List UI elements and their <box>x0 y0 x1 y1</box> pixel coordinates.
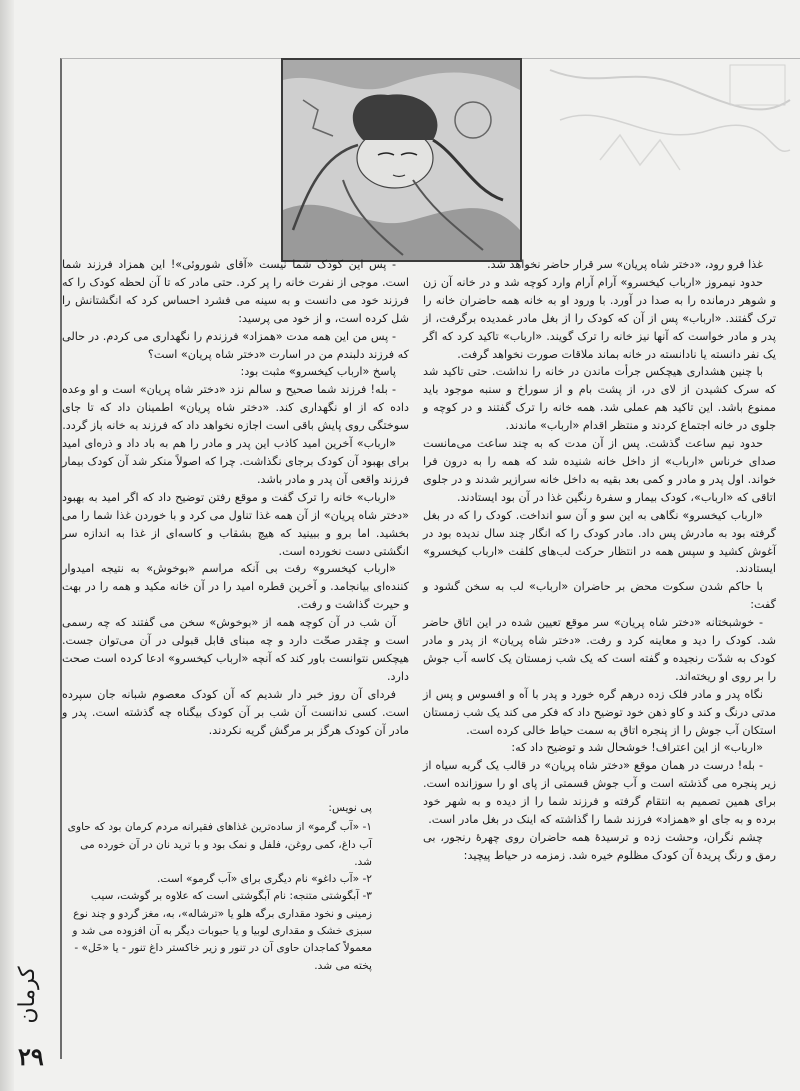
paragraph: پاسخ «ارباب کیخسرو» مثبت بود: <box>240 365 396 379</box>
paragraph: - خوشبختانه «دختر شاه پریان» سر موقع تعیین شده در این اتاق حاضر شد. کودک را دید و معاینه کرد و رفت. «دختر شاه پریان» از پدر و مادر کودک به شدّت رنجیده و گفته است که یک شب زمستان یک کاسه آب جوش را بر روی او ریخته‌اند. <box>423 616 776 683</box>
paragraph: - پس من این همه مدت «همزاد» فرزندم را نگهداری می کردم. در حالی که فرزند دلبندم من در اسارت «دختر شاه پریان» است؟ <box>62 329 409 361</box>
paragraph: «ارباب» از این اعتراف! خوشحال شد و توضیح داد که: <box>511 741 763 755</box>
footnote-item: ۲- «آب داغو» نام دیگری برای «آب گرمو» است. <box>157 873 372 886</box>
paragraph: - بله! درست در همان موقع «دختر شاه پریان» در قالب یک گربه سیاه از زیر پنجره می گذشته است و آب جوش قسمتی از پای او را سوزانده است. برای همین تصمیم به انتقام گرفته و فرزند شما را از دیده و به شهر خود برده و به جای او «همزاد» فرزند شما را گذاشته که اینک در بغل مادر است. <box>423 759 776 827</box>
paragraph: نگاه پدر و مادر فلک زده درهم گره خورد و پدر با آه و افسوس و پس از مدتی درنگ و کند و کاو ذهن خود توضیح داد که فکر می کند یک شب زمستان استکان آب جوش را از پنجره اتاق به سمت حیاط خالی کرده است. <box>423 687 776 737</box>
paragraph: حدود نیمروز «ارباب کیخسرو» آرام آرام وارد کوچه شد و در خانه آن زن و شوهر درمانده را به صدا در آورد. با ورود او به خانه همه حاضران خانه را ترک گفتند. «ارباب» پس از آن که کودک را از بغل مادر غمدیده برگرفت، از پدر و مادر خواست که آنها نیز خانه را ترک گویند. «ارباب» تاکید کرد که اگر یک نفر دانسته یا نادانسته در خانه بماند ملاقات صورت نخواهد گرفت. <box>423 275 776 361</box>
paragraph: حدود نیم ساعت گذشت. پس از آن مدت که به چند ساعت می‌مانست صدای خرناس «ارباب» از داخل خانه شنیده شد که همه را به درون فرا خواند. اول پدر و مادر و کمی بعد بقیه به داخل خانه سرازیر شدند و در جلوی اتاقی که «ارباب»، کودک بیمار و سفرهٔ رنگین غذا در آن بود ایستادند. <box>423 437 776 504</box>
magazine-brand-logo <box>12 950 56 1040</box>
scan-margin <box>0 0 14 1091</box>
paragraph: «ارباب کیخسرو» رفت بی آنکه مراسم «بوخوش» به نتیجه امیدوار کننده‌ای بیانجامد. و آخرین قطره امید را در آن خانه مکید و همه را در بهت و حیرت گذاشت و رفت. <box>62 562 409 612</box>
paragraph: با چنین هشداری هیچکس جرأت ماندن در خانه را نداشت. حتی تاکید شد که سرک کشیدن از لای در، از پشت بام و از سوراخ و سنبه موجود باید ممنوع باشد. این تاکید هم عملی شد. همه خانه را ترک گفتند و در کوچه و جلوی در خانه اجتماع کردند و منتظر اقدام «ارباب» ماندند. <box>423 365 776 433</box>
paragraph: «ارباب کیخسرو» نگاهی به این سو و آن سو انداخت. کودک را که در بغل گرفته بود به مادرش پس داد. مادر کودک را که انگار چند سال ندیده بود در آغوش کشید و سپس همه در انتظار حرکت لب‌های کلفت «ارباب کیخسرو» ایستادند. <box>423 508 776 576</box>
paragraph: «ارباب» آخرین امید کاذب این پدر و مادر را هم به باد داد و ذره‌ای امید برای بهبود آن کودک برجای نگذاشت. چرا که اصولاً منکر شد آن کودک بیمار فرزند واقعی آن پدر و مادر باشد. <box>62 437 409 486</box>
article-column-right <box>423 256 776 865</box>
paragraph: «ارباب» خانه را ترک گفت و موقع رفتن توضیح داد که اگر امید به بهبود «دختر شاه پریان» از آن همه غذا تناول می کرد و با خوردن غذا شما را می بخشید. اما برو و ببینید که هیچ بشقاب و کاسه‌ای از غذا به اندازه سر انگشتی دست نخورده است. <box>62 490 409 558</box>
paragraph: - پس این کودک شما نیست «آقای شوروئی»! این همزاد فرزند شما است. موجی از نفرت خانه را پر کرد. حتی مادر که تا آن لحظه کودک را که فرزند خود می دانست و به سینه می فشرد احساس کرد که انگشتانش را شل کرده است، و از خود می پرسید: <box>62 258 409 325</box>
paragraph: فردای آن روز خبر دار شدیم که آن کودک معصوم شبانه جان سپرده است. کسی ندانست آن شب بر آن کودک بیگناه چه گذشته است. پدر و مادر آن کودک هرگز بر مرگش گریه نکردند. <box>62 687 409 737</box>
footnotes-heading: پی نویس: <box>328 802 372 814</box>
page-number: ۲۹ <box>18 1042 44 1071</box>
paragraph: - بله! فرزند شما صحیح و سالم نزد «دختر شاه پریان» است و او وعده داده که از او نگهداری کند. «دختر شاه پریان» اطمینان داد که تا جای سوختگی روی پایش باقی است اجازه نخواهد داد که فرزند به خانه باز گردد. <box>62 383 409 433</box>
sleeping-figure-artwork <box>283 60 520 260</box>
paragraph: غذا فرو رود، «دختر شاه پریان» سر قرار حاضر نخواهد شد. <box>487 258 763 271</box>
brand-text: کرمان <box>15 966 40 1024</box>
paragraph: آن شب در آن کوچه همه از «بوخوش» سخن می گفتند که چه رسمی است و چقدر صحّت دارد و چه مبنای قابل قبولی در آن می‌توان جست. هیچکس نتوانست باور کند که آنچه «ارباب کیخسرو» ادعا کرده است صحت دارد. <box>62 616 409 683</box>
article-column-left <box>62 256 409 739</box>
footnote-item: ۱- «آب گرمو» از ساده‌ترین غذاهای فقیرانه مردم کرمان بود که حاوی آب داغ، کمی روغن، فلفل و نمک بود و با ترید نان در آن خورده می شد. <box>67 821 372 868</box>
paragraph: چشم نگران، وحشت زده و ترسیدهٔ همه حاضران روی چهرهٔ رنجور، بی رمق و رنگ پریدهٔ آن کودک مظلوم خیره شد. زمزمه در حیاط پیچید: <box>423 831 776 862</box>
illustration <box>281 58 522 262</box>
paragraph: با حاکم شدن سکوت محض بر حاضران «ارباب» لب به سخن گشود و گفت: <box>423 580 776 612</box>
footnote-item: ۳- آبگوشتی متنجه: نام آبگوشتی است که علاوه بر گوشت، سیب زمینی و نخود مقداری برگه هلو یا «ترشاله»، به، مغز گردو و چند نوع سبزی خشک و مقداری لوبیا و یا حبوبات دیگر به آن افزوده می شد و معمولاً کماجدان حاوی آن در تنور و زیر خاکستر داغ تنور - یا «خَل» - پخته می شد. <box>72 890 372 972</box>
background-sketch <box>540 60 795 180</box>
footnotes <box>62 800 372 975</box>
